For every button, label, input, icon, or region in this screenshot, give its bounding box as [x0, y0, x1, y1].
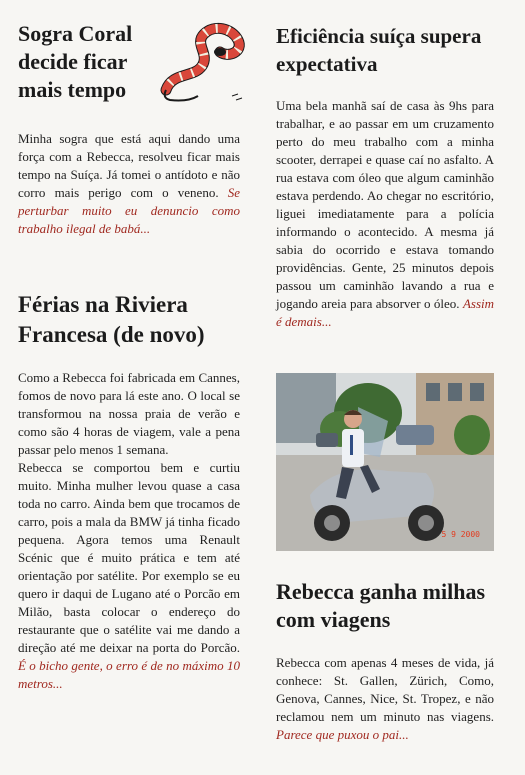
body-paragraph-2	[18, 459, 240, 693]
man-on-scooter-photo-icon	[276, 373, 494, 551]
article-body-ferias	[18, 369, 240, 693]
body-text: Rebecca com apenas 4 meses de vida, já conhece: St. Gallen, Zürich, Como, Genova, Cannes, Nice, St. Tropez, e não reclamou nem um minuto nas viagens.	[276, 655, 494, 724]
scooter-photo	[276, 373, 494, 551]
highlight-text: Parece que puxou o pai...	[276, 727, 409, 742]
highlight-text: Se perturbar muito eu denuncio como trabalho ilegal de babá...	[18, 185, 240, 236]
highlight-text: Assim é demais...	[276, 296, 494, 329]
article-title-sogra: Sogra Coral decide ficar mais tempo	[18, 21, 133, 102]
article-body-sogra	[18, 130, 240, 238]
body-paragraph-1: Como a Rebecca foi fabricada em Cannes, fomos de novo para lá este ano. O local se transformou na nossa praia de verão e como são 4 horas de viagem, vale a pena passar pelo menos 1 semana.	[18, 370, 240, 457]
body-text: Minha sogra que está aqui dando uma força com a Rebecca, resolveu ficar mais tempo na Suíça. Já tomei o antídoto e não corro mais perigo com o veneno.	[18, 131, 240, 200]
article-body-eficiencia	[276, 97, 494, 331]
coral-snake-icon	[158, 18, 250, 104]
body-text: Rebecca se comportou bem e curtiu muito. Minha mulher levou quase a casa toda no carro. Ainda bem que trocamos de carro, pois a mala da BMW já tinha ficado pequena. Agora temos uma Renault Scénic que é muito prática e tem até orientação por satélite. Por exemplo se eu quero ir daqui de Lugano até o Porcão em Milão, basta colocar o endereço do restaurante que o satélite vai me dando a direção até me deixar na porta do Porcão.	[18, 460, 240, 655]
photo-date-stamp: 5 9 2000	[441, 530, 480, 539]
article-title-ferias: Férias na Riviera Francesa (de novo)	[18, 292, 205, 347]
body-text: Uma bela manhã saí de casa às 9hs para trabalhar, e ao passar em um cruzamento perto do meu trabalho com a minha scooter, derrapei e quase caí no asfalto. A rua estava com óleo que algum caminhão estava perdendo. Ao chegar no escritório, liguei imediatamente para a polícia informando o acontecido. A mesma já sabia do ocorrido e estava tomando providências. Gente, 25 minutos depois passou um caminhão lavando a rua e jogando areia para absorver o óleo.	[276, 98, 494, 311]
highlight-text: É o bicho gente, o erro é de no máximo 10 metros...	[18, 658, 240, 691]
article-body-rebecca	[276, 654, 494, 744]
article-title-rebecca: Rebecca ganha milhas com viagens	[276, 579, 485, 632]
article-title-eficiencia: Eficiência suíça supera expectativa	[276, 24, 482, 76]
